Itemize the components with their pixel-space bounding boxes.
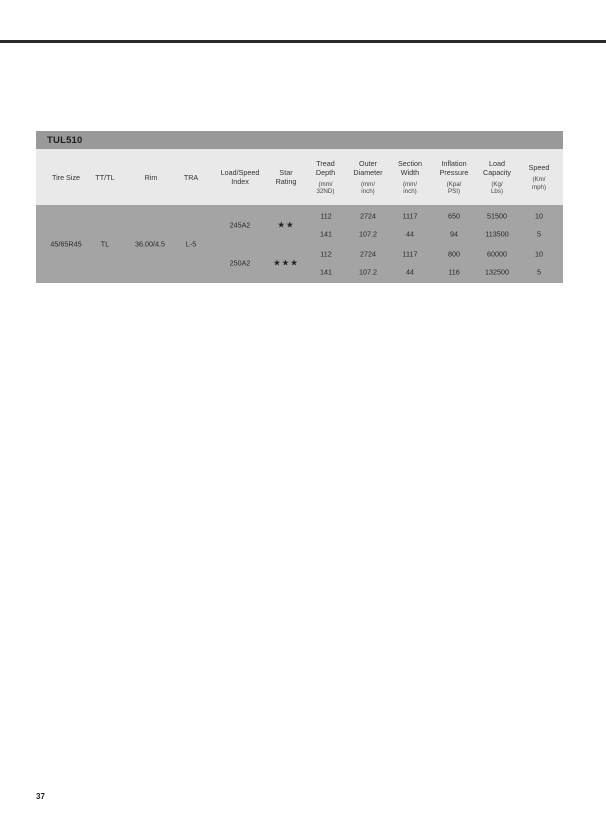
table-title: TUL510 <box>47 134 83 146</box>
table-body <box>36 205 563 283</box>
cell-inflation-pressure: 94 <box>450 229 458 239</box>
cell-section-width: 1117 <box>402 249 418 259</box>
header-tread-depth: Tread Depth (mm/ 32ND) <box>315 158 336 195</box>
header-speed: Speed (Km/ mph) <box>528 163 550 191</box>
header-section-width: Section Width (mm/ inch) <box>398 158 422 195</box>
cell-tread-depth: 141 <box>320 229 332 239</box>
star-rating-icon: ★★ <box>277 219 295 230</box>
header-star-rating: Star Rating <box>275 168 297 186</box>
cell-speed: 5 <box>537 229 541 239</box>
cell-outer-diameter: 107.2 <box>359 229 377 239</box>
cell-load-capacity: 113500 <box>485 229 509 239</box>
cell-outer-diameter: 2724 <box>360 249 376 259</box>
cell-speed: 10 <box>535 211 543 221</box>
header-inflation-pressure: Inflation Pressure (Kpa/ PSI) <box>439 158 469 195</box>
cell-speed: 5 <box>537 267 541 277</box>
cell-tread-depth: 112 <box>320 249 332 259</box>
cell-tire-size: 45/65R45 <box>50 239 82 249</box>
cell-speed: 10 <box>535 249 543 259</box>
table-title-bar <box>36 131 563 149</box>
cell-tra: L-5 <box>185 239 197 249</box>
cell-inflation-pressure: 116 <box>448 267 460 277</box>
tire-spec-table <box>36 131 563 283</box>
header-outer-diameter: Outer Diameter (mm/ inch) <box>353 158 383 195</box>
cell-load-speed-index: 250A2 <box>229 258 251 268</box>
cell-load-capacity: 51500 <box>487 211 507 221</box>
cell-load-capacity: 132500 <box>485 267 509 277</box>
header-rim: Rim <box>144 172 158 182</box>
header-tt-tl: TT/TL <box>95 172 115 182</box>
cell-section-width: 1117 <box>402 211 418 221</box>
header-load-speed-index: Load/Speed Index <box>220 168 260 186</box>
cell-section-width: 44 <box>406 229 414 239</box>
header-tire-size: Tire Size <box>51 172 81 182</box>
cell-section-width: 44 <box>406 267 414 277</box>
cell-tread-depth: 112 <box>320 211 332 221</box>
top-rule <box>0 40 606 43</box>
cell-outer-diameter: 107.2 <box>359 267 377 277</box>
cell-outer-diameter: 2724 <box>360 211 376 221</box>
cell-tread-depth: 141 <box>320 267 332 277</box>
star-rating-icon: ★★★ <box>273 257 299 268</box>
cell-load-speed-index: 245A2 <box>229 220 251 230</box>
cell-inflation-pressure: 650 <box>448 211 460 221</box>
cell-inflation-pressure: 800 <box>448 249 460 259</box>
header-tra: TRA <box>183 172 199 182</box>
page-number: 37 <box>36 792 45 801</box>
cell-rim: 36.00/4.5 <box>135 239 165 249</box>
table-header-row <box>36 149 563 205</box>
cell-load-capacity: 60000 <box>487 249 507 259</box>
cell-tt-tl: TL <box>100 239 110 249</box>
header-load-capacity: Load Capacity (Kg/ Lbs) <box>483 158 511 195</box>
